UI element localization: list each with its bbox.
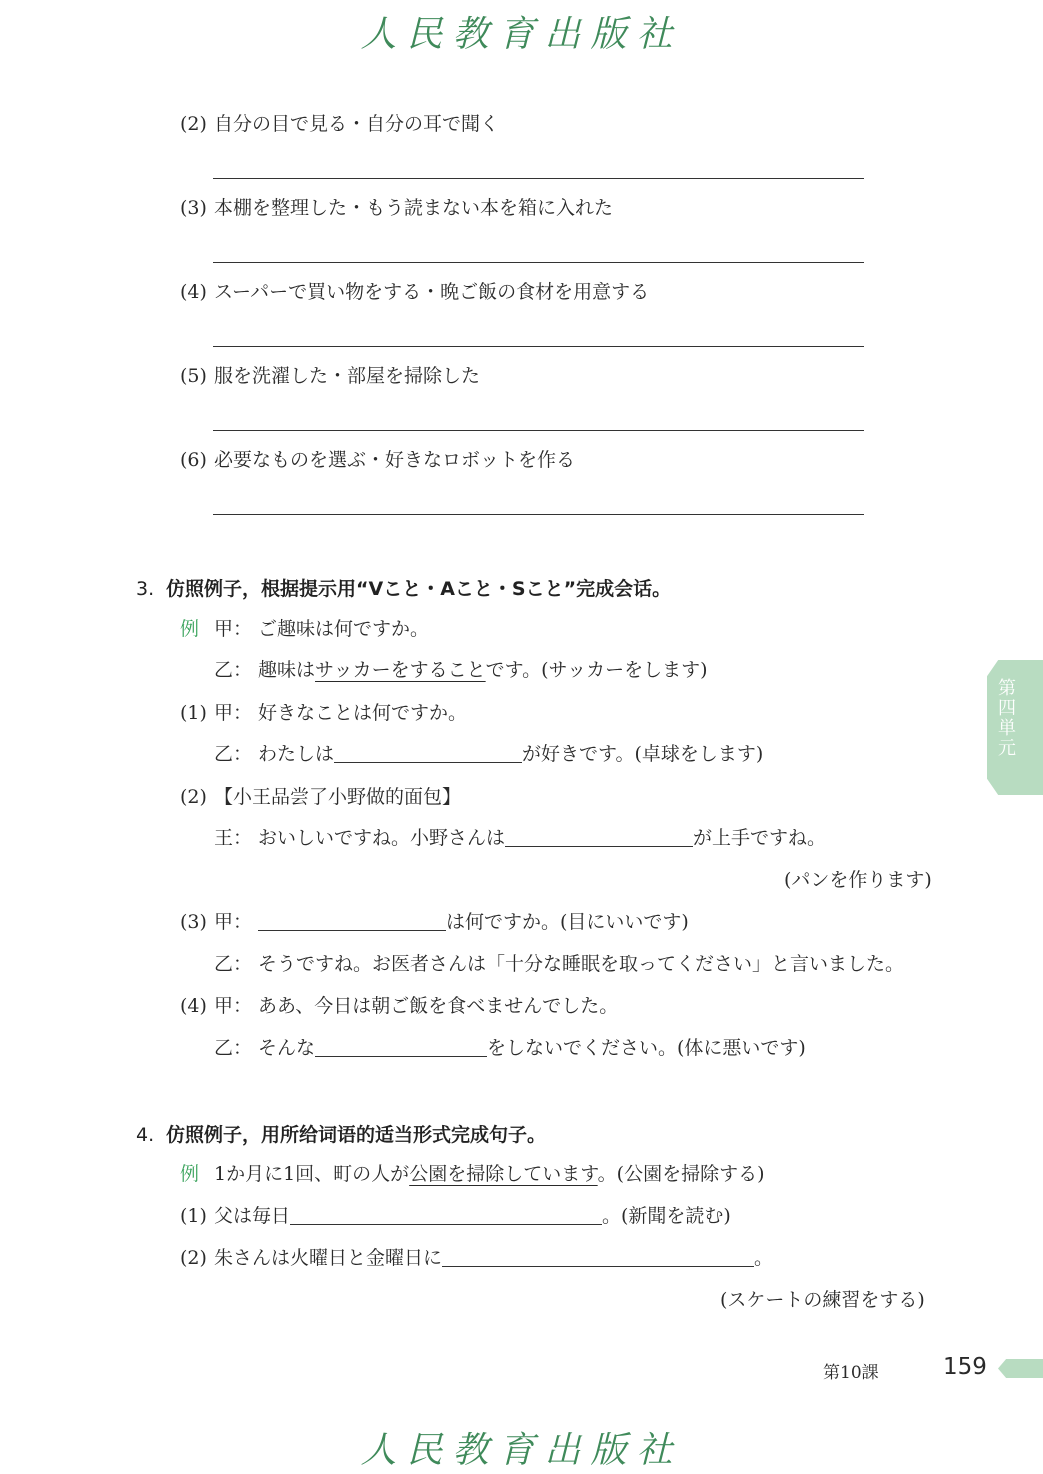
q4-line-a [180, 994, 618, 1018]
q1-line-a [180, 701, 467, 725]
dialogue-text: おいしいですね。小野さんは [258, 827, 506, 849]
q1-line-b [214, 742, 763, 766]
unit-side-tab-label: 第四単元 [995, 678, 1016, 758]
answer-blank[interactable] [258, 910, 446, 931]
exercise-item [180, 196, 613, 220]
section4-example [180, 1162, 765, 1186]
speaker-label: 甲： [214, 995, 253, 1017]
dialogue-text: 好きなことは何ですか。 [258, 702, 468, 724]
sentence-text: 。(新聞を読む) [602, 1205, 731, 1227]
speaker-label: 甲： [214, 702, 253, 724]
answer-blank[interactable] [315, 1036, 487, 1057]
section-4-heading [136, 1120, 546, 1147]
sentence-text: 1か月に1回、町の人が [214, 1163, 410, 1185]
page-number: 159 [943, 1354, 987, 1380]
speaker-label: 乙： [214, 659, 253, 681]
q2-context [180, 785, 461, 809]
item-text: 服を洗濯した・部屋を掃除した [214, 365, 481, 387]
speaker-label: 王： [214, 827, 253, 849]
section-number: 4. [136, 1124, 155, 1146]
answer-blank[interactable] [442, 1246, 754, 1267]
item-number: (5) [180, 365, 207, 387]
publisher-logo-bottom: 人民教育出版社 [360, 1430, 683, 1471]
example-mark: 例 [180, 618, 200, 640]
dialogue-text: をしないでください。(体に悪いです) [487, 1037, 806, 1059]
answer-blank[interactable] [290, 1204, 602, 1225]
q2-hint: (パンを作ります) [784, 869, 932, 891]
dialogue-text: そうですね。お医者さんは「十分な睡眠を取ってください」と言いました。 [258, 953, 905, 975]
example-line-b [214, 658, 708, 682]
item-number: (2) [180, 786, 207, 808]
answer-blank[interactable] [334, 742, 522, 763]
example-answer: サッカーをすること [315, 659, 486, 681]
answer-line[interactable] [213, 430, 864, 431]
exercise-item [180, 448, 575, 472]
item-number: (1) [180, 702, 207, 724]
speaker-label: 甲： [214, 618, 253, 640]
dialogue-text: です。(サッカーをします) [485, 659, 708, 681]
answer-line[interactable] [213, 178, 864, 179]
q3-line-b [214, 952, 904, 976]
item-text: 必要なものを選ぶ・好きなロボットを作る [214, 449, 576, 471]
s4-q1 [180, 1204, 731, 1228]
dialogue-text: 趣味は [258, 659, 316, 681]
item-text: スーパーで買い物をする・晩ご飯の食材を用意する [214, 281, 650, 303]
dialogue-text: が好きです。(卓球をします) [522, 743, 764, 765]
item-number: (6) [180, 449, 207, 471]
context-text: 【小王品尝了小野做的面包】 [214, 786, 462, 808]
section-title: 仿照例子，根据提示用“Vこと・Aこと・Sこと”完成会话。 [166, 578, 672, 600]
dialogue-text: が上手ですね。 [693, 827, 827, 849]
exercise-item [180, 364, 480, 388]
sentence-text: 。 [754, 1247, 774, 1269]
dialogue-text: ああ、今日は朝ご飯を食べませんでした。 [258, 995, 619, 1017]
answer-line[interactable] [213, 514, 864, 515]
dialogue-text: は何ですか。(目にいいです) [446, 911, 689, 933]
item-number: (4) [180, 281, 207, 303]
dialogue-text: そんな [258, 1037, 316, 1059]
lesson-label: 第10課 [823, 1363, 879, 1383]
speaker-label: 甲： [214, 911, 253, 933]
section-number: 3. [136, 578, 155, 600]
sentence-text: 朱さんは火曜日と金曜日に [214, 1247, 443, 1269]
item-number: (3) [180, 197, 207, 219]
publisher-logo-top: 人民教育出版社 [360, 14, 683, 55]
answer-line[interactable] [213, 346, 864, 347]
q4-line-b [214, 1036, 806, 1060]
q2-line [214, 826, 826, 850]
speaker-label: 乙： [214, 953, 253, 975]
section-title: 仿照例子，用所给词语的适当形式完成句子。 [166, 1124, 547, 1146]
answer-line[interactable] [213, 262, 864, 263]
item-number: (1) [180, 1205, 207, 1227]
example-answer: 公園を掃除しています [409, 1163, 598, 1185]
item-text: 自分の目で見る・自分の耳で聞く [214, 113, 500, 135]
s4-q2-hint: (スケートの練習をする) [720, 1289, 925, 1311]
page-marker-bar [998, 1359, 1043, 1378]
dialogue-text: わたしは [258, 743, 335, 765]
q3-line-a [180, 910, 689, 934]
answer-blank[interactable] [505, 826, 693, 847]
sentence-text: 。(公園を掃除する) [597, 1163, 765, 1185]
dialogue-text: ご趣味は何ですか。 [258, 618, 430, 640]
item-text: 本棚を整理した・もう読まない本を箱に入れた [214, 197, 614, 219]
speaker-label: 乙： [214, 743, 253, 765]
exercise-item [180, 280, 649, 304]
example-mark: 例 [180, 1163, 200, 1185]
item-number: (4) [180, 995, 207, 1017]
sentence-text: 父は毎日 [214, 1205, 291, 1227]
example-line-a [180, 617, 429, 641]
item-number: (2) [180, 1247, 207, 1269]
s4-q2 [180, 1246, 773, 1270]
item-number: (3) [180, 911, 207, 933]
exercise-item [180, 112, 499, 136]
item-number: (2) [180, 113, 207, 135]
speaker-label: 乙： [214, 1037, 253, 1059]
section-3-heading [136, 574, 671, 601]
